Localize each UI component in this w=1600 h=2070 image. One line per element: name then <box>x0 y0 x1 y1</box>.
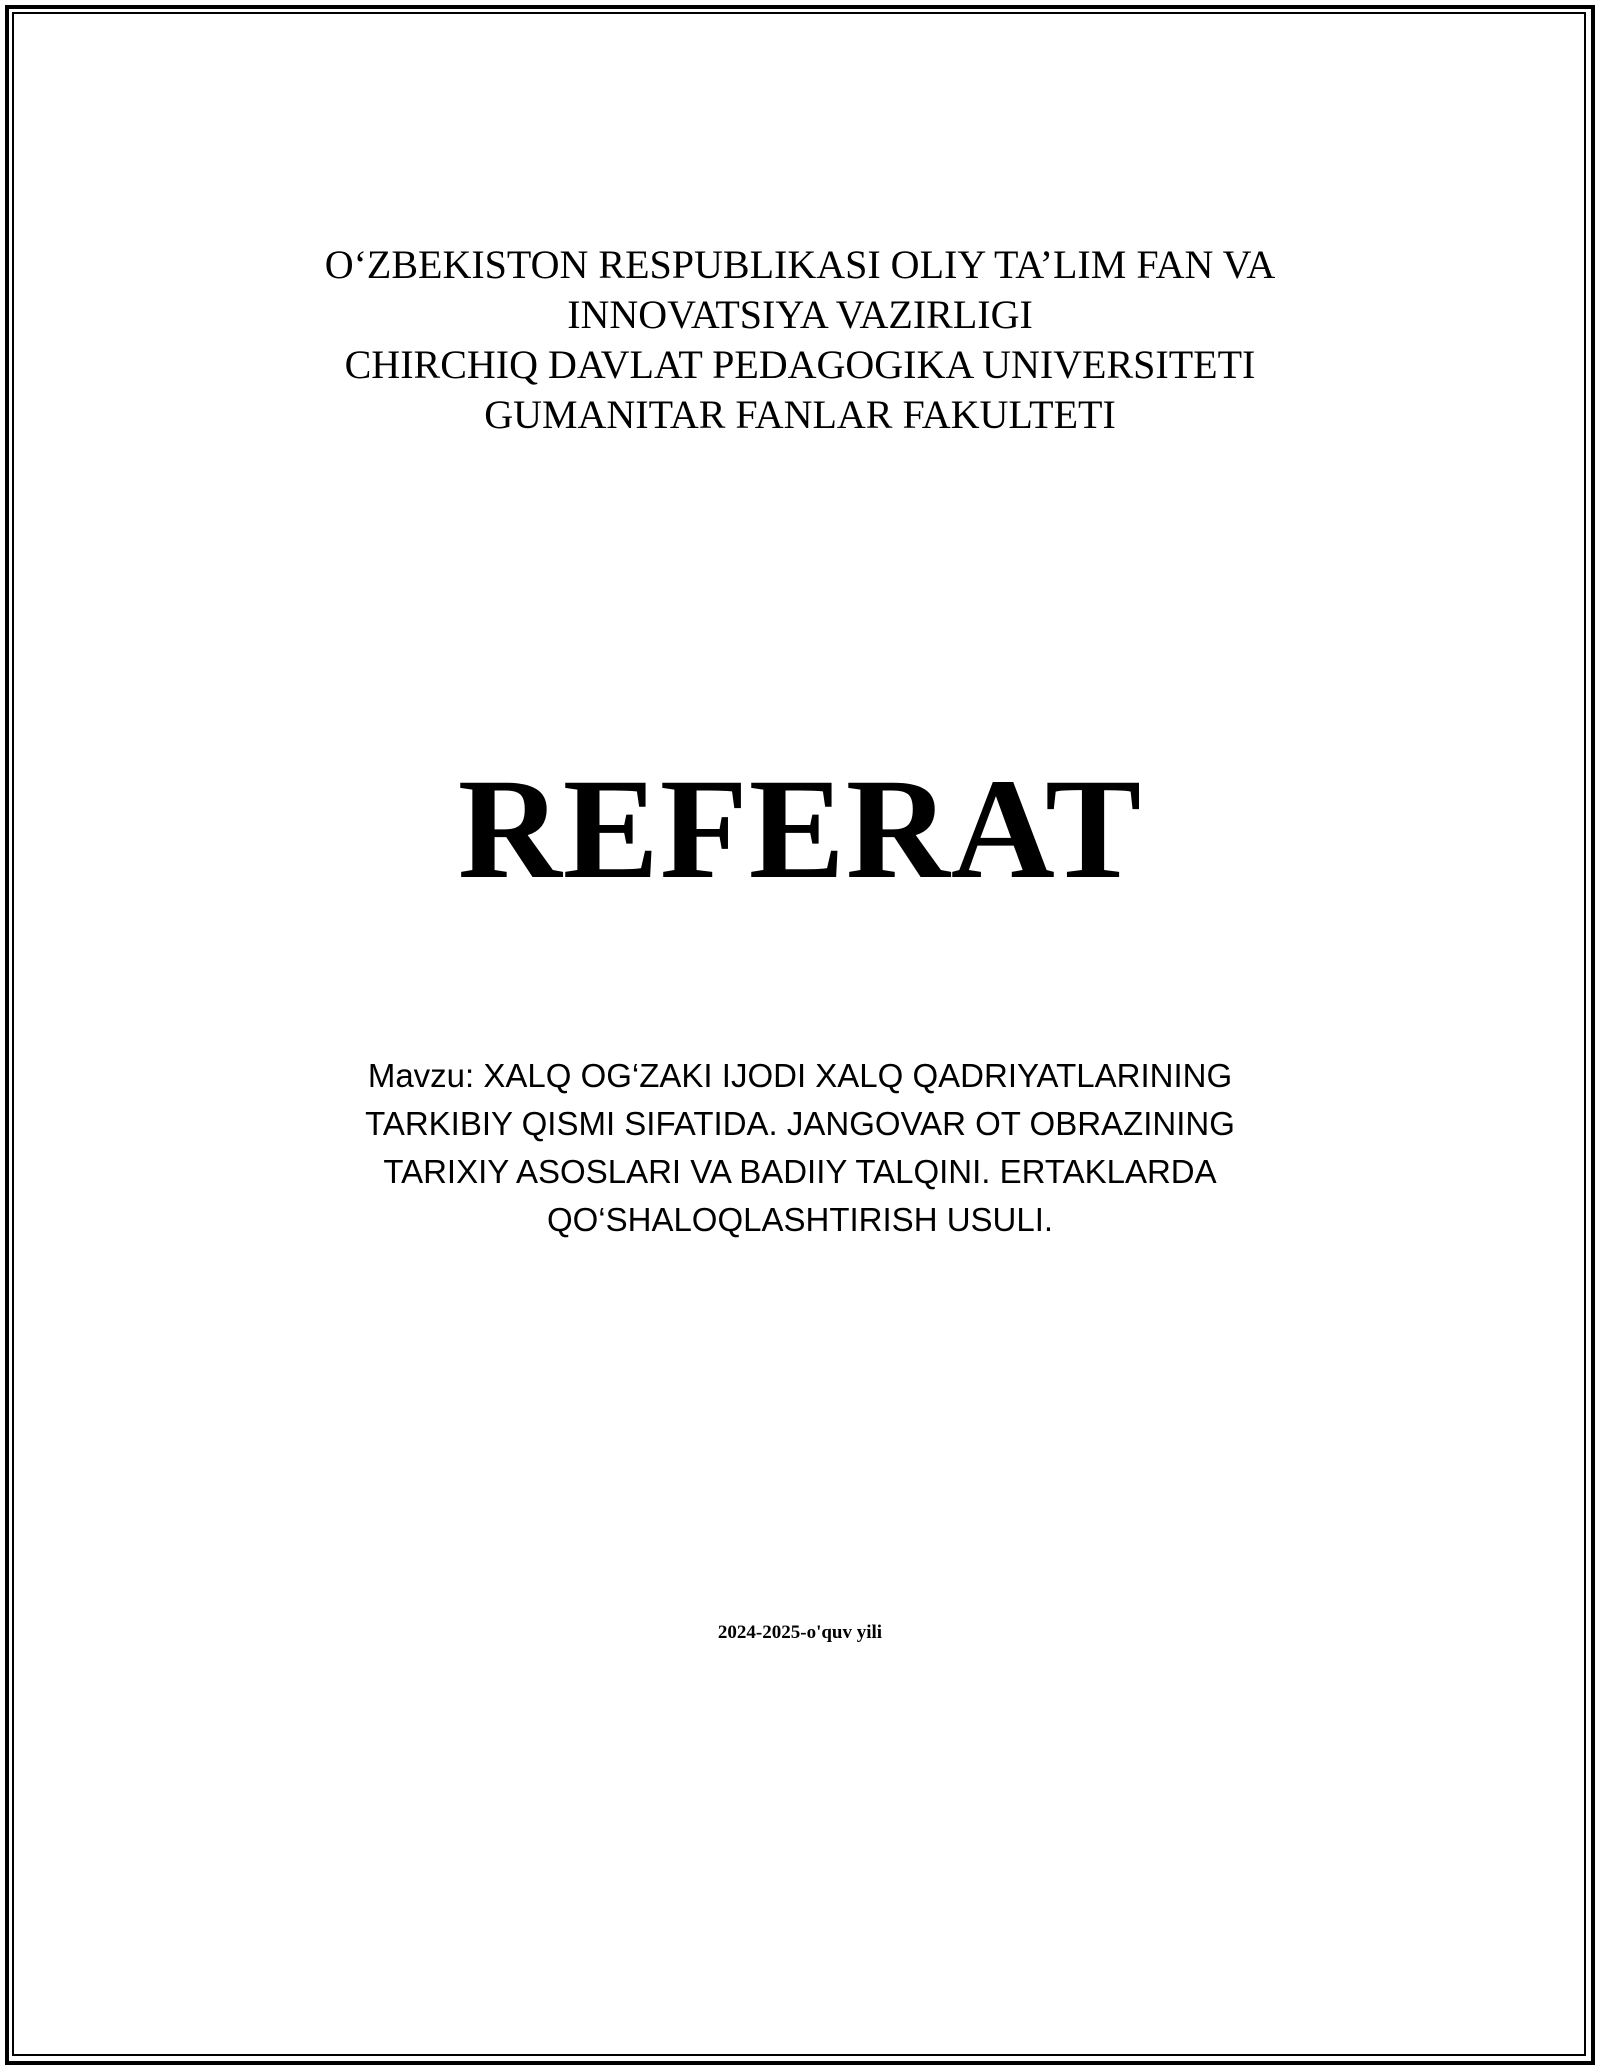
topic-block <box>0 1052 1600 1244</box>
header-line-ministry-1: O‘ZBEKISTON RESPUBLIKASI OLIY TA’LIM FAN VA <box>324 242 1276 287</box>
header-line-ministry-2: INNOVATSIYA VAZIRLIGI <box>567 292 1033 337</box>
document-title: REFERAT <box>457 750 1143 909</box>
institution-header <box>0 240 1600 440</box>
academic-year: 2024-2025-o'quv yili <box>717 1622 883 1643</box>
topic-line-1: Mavzu: XALQ OG‘ZAKI IJODI XALQ QADRIYATLARINING <box>367 1057 1233 1094</box>
topic-line-3: TARIXIY ASOSLARI VA BADIIY TALQINI. ERTAKLARDA <box>383 1153 1217 1190</box>
header-line-faculty: GUMANITAR FANLAR FAKULTETI <box>484 392 1116 437</box>
topic-line-2: TARKIBIY QISMI SIFATIDA. JANGOVAR OT OBRAZINING <box>365 1105 1235 1142</box>
topic-line-4: QO‘SHALOQLASHTIRISH USULI. <box>546 1201 1054 1238</box>
header-line-university: CHIRCHIQ DAVLAT PEDAGOGIKA UNIVERSITETI <box>344 342 1256 387</box>
